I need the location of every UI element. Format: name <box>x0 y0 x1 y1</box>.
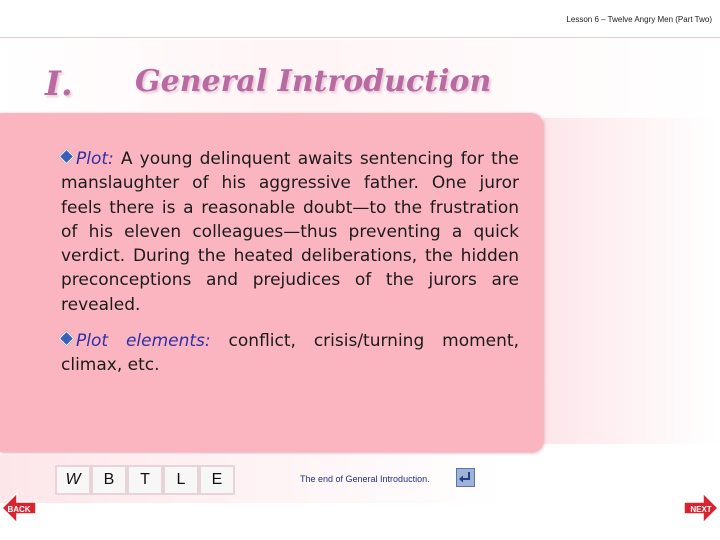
section-number: I. <box>45 64 73 104</box>
end-of-section-text: The end of General Introduction. <box>300 474 430 484</box>
elements-paragraph <box>61 329 519 378</box>
diamond-bullet-icon <box>59 149 75 165</box>
letter-button-l[interactable]: L <box>163 465 199 495</box>
letter-nav <box>55 465 235 495</box>
letter-button-b[interactable]: B <box>91 465 127 495</box>
content-body <box>61 147 519 378</box>
panel-side-fade <box>543 118 720 444</box>
elements-text: conflict, crisis/turning moment, climax, etc. <box>61 331 519 376</box>
header-divider <box>0 37 720 38</box>
plot-term: Plot: <box>76 149 114 169</box>
diamond-bullet-icon <box>59 331 75 347</box>
next-button[interactable] <box>683 492 719 524</box>
plot-paragraph <box>61 147 519 317</box>
next-label: NEXT <box>690 505 712 514</box>
letter-button-e[interactable]: E <box>199 465 235 495</box>
letter-button-t[interactable]: T <box>127 465 163 495</box>
return-icon[interactable] <box>456 468 475 487</box>
section-title: General Introduction <box>135 64 492 99</box>
letter-button-w[interactable]: W <box>55 465 91 495</box>
back-button[interactable] <box>1 492 37 524</box>
back-label: BACK <box>7 505 31 514</box>
lesson-title: Lesson 6 – Twelve Angry Men (Part Two) <box>566 15 712 24</box>
plot-text: A young delinquent awaits sentencing for the manslaughter of his aggressive father. One juror feels there is a reasonable doubt—to the frustration of his eleven colleagues—thus preventing a quick verdict. During the heated deliberations, the hidden preconceptions and prejudices of the jurors are revealed. <box>61 149 519 315</box>
elements-term: Plot elements: <box>76 331 211 352</box>
